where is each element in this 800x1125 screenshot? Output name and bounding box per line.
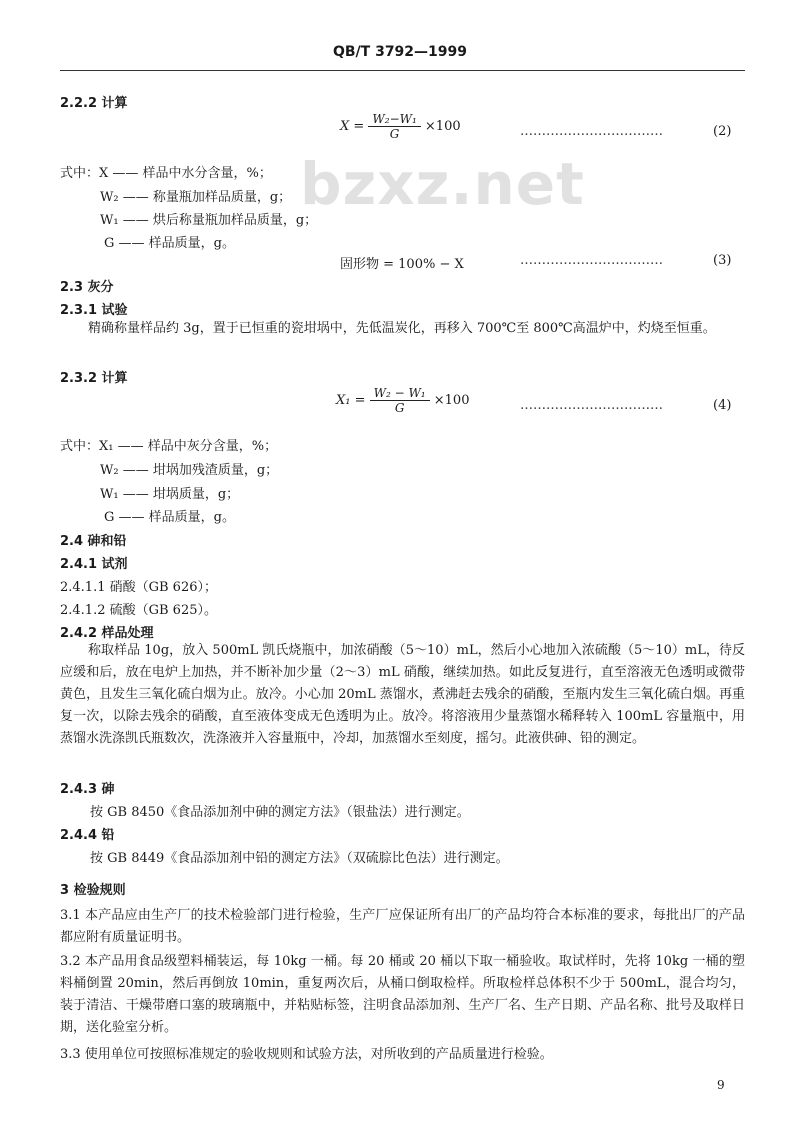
- formula-2-lhs: X =: [340, 119, 365, 134]
- water-legend-w2: W₂ —— 称量瓶加样品质量，g；: [100, 190, 292, 205]
- watermark: bzxz.net: [300, 150, 585, 218]
- section-2-4-4-heading: 2.4.4 铅: [60, 828, 115, 843]
- paragraph-2-4-3: 按 GB 8450《食品添加剂中砷的测定方法》（银盐法）进行测定。: [90, 805, 470, 820]
- formula-4-lhs: X₁ =: [336, 393, 366, 408]
- section-3-heading: 3 检验规则: [60, 883, 126, 898]
- paragraph-3-1: 3.1 本产品应由生产厂的技术检验部门进行检验，生产厂应保证所有出厂的产品均符合本标准的要求，每批出厂的产品都应附有质量证明书。: [60, 908, 745, 945]
- paragraph-2-4-2: 称取样品 10g，放入 500mL 凯氏烧瓶中，加浓硝酸（5～10）mL，然后小心地加入浓硫酸（5～10）mL，待反应缓和后，放在电炉上加热，并不断补加少量（2～3）mL 硝酸，继续加热。如此反复进行，直至溶液无色透明或微带黄色，且发生三氧化硫白烟为止。放冷。小心加 20mL 蒸馏水，煮沸赶去残余的硝酸，至瓶内发生三氧化硫白烟。再重复一次，以除去残余的硝酸，直至液体变成无色透明为止。放冷。将溶液用少量蒸馏水稀释转入 100mL 容量瓶中，用蒸馏水洗涤凯氏瓶数次，洗涤液并入容量瓶中，冷却，加蒸馏水至刻度，摇匀。此液供砷、铅的测定。: [60, 643, 745, 746]
- formula-4-leader: ……………………………: [520, 398, 663, 413]
- formula-3-number: (3): [713, 253, 732, 268]
- formula-4-tail: ×100: [433, 393, 470, 408]
- formula-4-denominator: G: [394, 401, 405, 415]
- formula-3-leader: ……………………………: [520, 253, 663, 268]
- paragraph-2-4-4: 按 GB 8449《食品添加剂中铅的测定方法》（双硫腙比色法）进行测定。: [90, 851, 509, 866]
- item-2-4-1-2: 2.4.1.2 硫酸（GB 625）。: [60, 603, 217, 618]
- ash-legend-w2: W₂ —— 坩埚加残渣质量，g；: [100, 463, 279, 478]
- page-number: 9: [717, 1078, 725, 1092]
- formula-4: [336, 386, 469, 415]
- water-legend-g: G —— 样品质量，g。: [104, 236, 235, 251]
- water-legend-x: 式中：X —— 样品中水分含量，%；: [60, 166, 272, 181]
- item-2-4-1-1: 2.4.1.1 硝酸（GB 626）；: [60, 580, 217, 595]
- section-2-2-2-heading: 2.2.2 计算: [60, 96, 128, 111]
- formula-2: [340, 112, 461, 141]
- formula-2-numerator: W₂−W₁: [368, 112, 420, 127]
- paragraph-2-3-1: 精确称量样品约 3g，置于已恒重的瓷坩埚中，先低温炭化，再移入 700℃至 800℃高温炉中，灼烧至恒重。: [88, 321, 716, 336]
- section-2-4-heading: 2.4 砷和铅: [60, 534, 127, 549]
- formula-2-fraction: [368, 112, 420, 141]
- section-2-3-1-heading: 2.3.1 试验: [60, 303, 128, 318]
- section-2-4-2-heading: 2.4.2 样品处理: [60, 626, 154, 641]
- section-2-3-heading: 2.3 灰分: [60, 280, 114, 295]
- standard-code-header: QB/T 3792—1999: [332, 44, 468, 60]
- formula-4-number: (4): [713, 398, 732, 413]
- header-rule: [60, 70, 745, 71]
- water-legend-w1: W₁ —— 烘后称量瓶加样品质量，g；: [100, 213, 318, 228]
- section-2-4-1-heading: 2.4.1 试剂: [60, 557, 128, 572]
- section-2-4-3-heading: 2.4.3 砷: [60, 782, 115, 797]
- formula-3: 固形物 = 100% − X: [340, 257, 464, 272]
- paragraph-3-2: 3.2 本产品用食品级塑料桶装运，每 10kg 一桶。每 20 桶或 20 桶以下取一桶验收。取试样时，先将 10kg 一桶的塑料桶倒置 20min，然后再倒放 10min，重复两次后，从桶口倒取检样。所取检样总体积不少于 500mL，混合均匀，装于清洁、干燥带磨口塞的玻璃瓶中，并粘贴标签，注明食品添加剂、生产厂名、生产日期、产品名称、批号及取样日期，送化验室分析。: [60, 954, 745, 1035]
- formula-4-fraction: [370, 386, 430, 415]
- ash-legend-w1: W₁ —— 坩埚质量，g；: [100, 487, 240, 502]
- formula-2-leader: ……………………………: [520, 124, 663, 139]
- formula-2-tail: ×100: [424, 119, 461, 134]
- section-2-3-2-heading: 2.3.2 计算: [60, 371, 128, 386]
- paragraph-3-3: 3.3 使用单位可按照标准规定的验收规则和试验方法，对所收到的产品质量进行检验。: [60, 1047, 553, 1062]
- formula-2-number: (2): [713, 124, 732, 139]
- ash-legend-g: G —— 样品质量，g。: [104, 510, 235, 525]
- formula-4-numerator: W₂ − W₁: [370, 386, 430, 401]
- formula-2-denominator: G: [389, 127, 400, 141]
- ash-legend-x1: 式中：X₁ —— 样品中灰分含量，%；: [60, 439, 278, 454]
